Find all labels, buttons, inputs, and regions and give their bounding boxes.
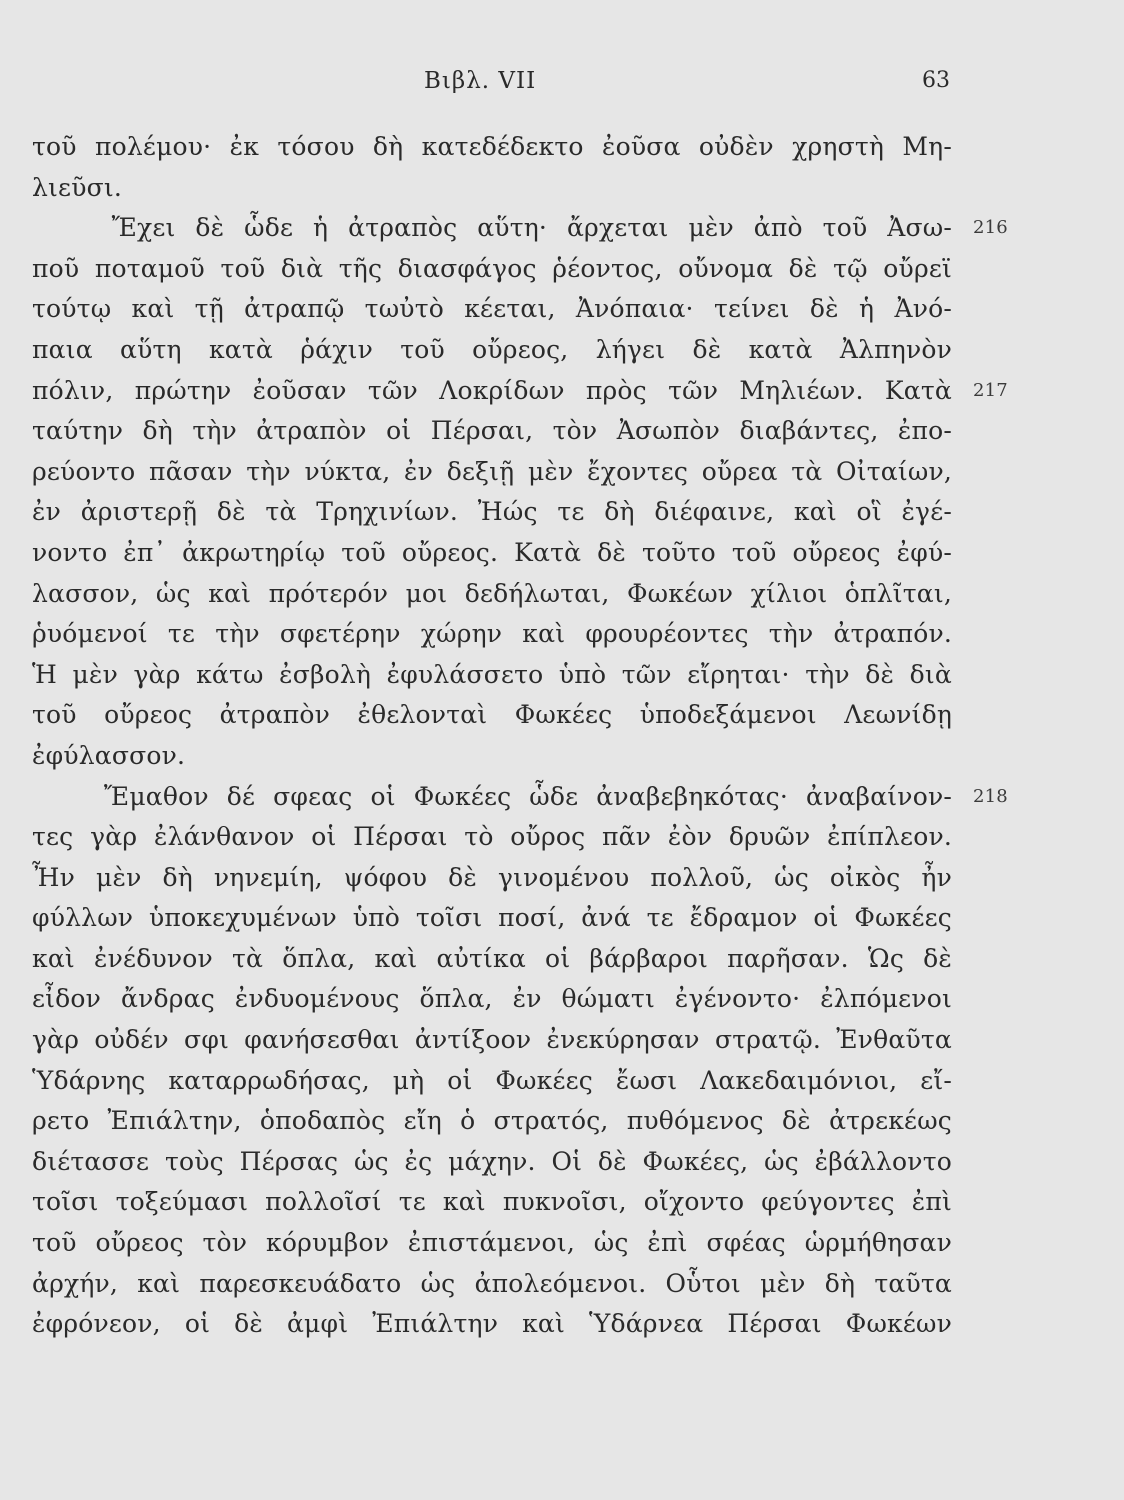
- text-line: [32, 371, 1008, 412]
- text-line: [32, 1061, 952, 1102]
- text-line-content: Ἦν μὲν δὴ νηνεμίη, ψόφου δὲ γινομένου πολλοῦ, ὡς οἰκὸς ἦν: [32, 862, 952, 892]
- text-line: [32, 1304, 952, 1345]
- text-line: [32, 655, 952, 696]
- text-line-content: τοῦ οὔρεος τὸν κόρυμβον ἐπιστάμενοι, ὡς ἐπὶ σφέας ὡρμήθησαν: [32, 1228, 952, 1258]
- text-line-content: παια αὕτη κατὰ ῥάχιν τοῦ οὔρεος, λήγει δὲ κατὰ Ἀλπηνὸν: [32, 334, 952, 364]
- text-line: [32, 777, 1008, 818]
- text-line: [32, 979, 952, 1020]
- text-line: [32, 411, 952, 452]
- text-line-content: Ἔχει δὲ ὧδε ἡ ἀτραπὸς αὕτη· ἄρχεται μὲν ἀπὸ τοῦ Ἀσω-: [32, 213, 952, 243]
- text-line-content: ρετο Ἐπιάλτην, ὁποδαπὸς εἴη ὁ στρατός, πυθόμενος δὲ ἀτρεκέως: [32, 1106, 952, 1136]
- text-line-content: γὰρ οὐδέν σφι φανήσεσθαι ἀντίξοον ἐνεκύρησαν στρατῷ. Ἐνθαῦτα: [32, 1025, 952, 1055]
- text-line: [32, 127, 952, 168]
- text-line: [32, 695, 952, 736]
- text-line-content: πόλιν, πρώτην ἐοῦσαν τῶν Λοκρίδων πρὸς τῶν Μηλιέων. Κατὰ: [32, 375, 952, 405]
- text-line: [32, 614, 952, 655]
- text-line-content: τούτῳ καὶ τῇ ἀτραπῷ τωὐτὸ κέεται, Ἀνόπαια· τείνει δὲ ἡ Ἀνό-: [32, 294, 952, 324]
- text-line-content: ἀρχήν, καὶ παρεσκευάδατο ὡς ἀπολεόμενοι. Οὗτοι μὲν δὴ ταῦτα: [32, 1268, 952, 1298]
- text-line-content: Ἔμαθον δέ σφεας οἱ Φωκέες ὧδε ἀναβεβηκότας· ἀναβαίνον-: [32, 781, 952, 811]
- text-line-content: τοῦ πολέμου· ἐκ τόσου δὴ κατεδέδεκτο ἐοῦσα οὐδὲν χρηστὴ Μη-: [32, 132, 952, 161]
- section-number: 217: [973, 379, 1008, 401]
- text-line: [32, 817, 952, 858]
- text-line: [32, 208, 1008, 249]
- text-line: [32, 1223, 952, 1264]
- text-line-content: εἶδον ἄνδρας ἐνδυομένους ὅπλα, ἐν θώματι ἐγένοντο· ἐλπόμενοι: [32, 984, 952, 1014]
- section-number: 216: [973, 217, 1008, 239]
- text-line-content: λασσον, ὡς καὶ πρότερόν μοι δεδήλωται, Φωκέων χίλιοι ὁπλῖται,: [32, 578, 952, 608]
- text-line: [32, 1264, 952, 1305]
- text-line-content: ῥυόμενοί τε τὴν σφετέρην χώρην καὶ φρουρέοντες τὴν ἀτραπόν.: [32, 619, 952, 649]
- text-line: [32, 736, 952, 777]
- text-line-content: τες γὰρ ἐλάνθανον οἱ Πέρσαι τὸ οὔρος πᾶν ἐὸν δρυῶν ἐπίπλεον.: [32, 822, 952, 852]
- text-line: [32, 939, 952, 980]
- text-line: [32, 249, 952, 290]
- text-line: [32, 858, 952, 899]
- text-line: [32, 452, 952, 493]
- text-line-content: ταύτην δὴ τὴν ἀτραπὸν οἱ Πέρσαι, τὸν Ἀσωπὸν διαβάντες, ἐπο-: [32, 416, 952, 446]
- text-line-content: Ἡ μὲν γὰρ κάτω ἐσβολὴ ἐφυλάσσετο ὑπὸ τῶν εἴρηται· τὴν δὲ διὰ: [32, 659, 952, 689]
- section-number: 218: [973, 785, 1008, 807]
- text-line-content: Ὑδάρνης καταρρωδήσας, μὴ οἱ Φωκέες ἔωσι Λακεδαιμόνιοι, εἴ-: [32, 1065, 952, 1095]
- text-line: [32, 533, 952, 574]
- text-line: [32, 1020, 952, 1061]
- text-line: [32, 289, 952, 330]
- text-line-content: ἐν ἀριστερῇ δὲ τὰ Τρηχινίων. Ἠώς τε δὴ διέφαινε, καὶ οἳ ἐγέ-: [32, 497, 952, 527]
- text-line-content: ποῦ ποταμοῦ τοῦ διὰ τῆς διασφάγος ῥέοντος, οὔνομα δὲ τῷ οὔρεϊ: [32, 253, 952, 283]
- text-line-content: λιεῦσι.: [32, 172, 123, 202]
- running-head: [0, 68, 1124, 98]
- text-line-content: τοῦ οὔρεος ἀτραπὸν ἐθελονταὶ Φωκέες ὑποδεξάμενοι Λεωνίδῃ: [32, 700, 952, 730]
- text-line: [32, 574, 952, 615]
- text-line-content: καὶ ἐνέδυνον τὰ ὅπλα, καὶ αὐτίκα οἱ βάρβαροι παρῆσαν. Ὡς δὲ: [32, 943, 952, 973]
- text-line: [32, 1101, 952, 1142]
- text-line: [32, 898, 952, 939]
- page-number: 63: [922, 68, 950, 93]
- text-line: [32, 330, 952, 371]
- text-line: [32, 492, 952, 533]
- text-line-content: διέτασσε τοὺς Πέρσας ὡς ἐς μάχην. Οἱ δὲ Φωκέες, ὡς ἐβάλλοντο: [32, 1146, 952, 1176]
- text-line-content: ἐφύλασσον.: [32, 740, 186, 770]
- text-line-content: τοῖσι τοξεύμασι πολλοῖσί τε καὶ πυκνοῖσι, οἴχοντο φεύγοντες ἐπὶ: [32, 1187, 952, 1217]
- text-block: [32, 127, 1008, 1345]
- text-line-content: νοντο ἐπ᾽ ἀκρωτηρίῳ τοῦ οὔρεος. Κατὰ δὲ τοῦτο τοῦ οὔρεος ἐφύ-: [32, 537, 952, 567]
- text-line: [32, 1142, 952, 1183]
- text-line-content: ρεύοντο πᾶσαν τὴν νύκτα, ἐν δεξιῇ μὲν ἔχοντες οὔρεα τὰ Οἰταίων,: [32, 456, 952, 486]
- text-line-content: ἐφρόνεον, οἱ δὲ ἀμφὶ Ἐπιάλτην καὶ Ὑδάρνεα Πέρσαι Φωκέων: [32, 1309, 952, 1339]
- text-line: [32, 1182, 952, 1223]
- text-line-content: φύλλων ὑποκεχυμένων ὑπὸ τοῖσι ποσί, ἀνά τε ἔδραμον οἱ Φωκέες: [32, 903, 952, 933]
- running-title: Βιβλ. VII: [424, 68, 537, 94]
- text-line: [32, 168, 952, 209]
